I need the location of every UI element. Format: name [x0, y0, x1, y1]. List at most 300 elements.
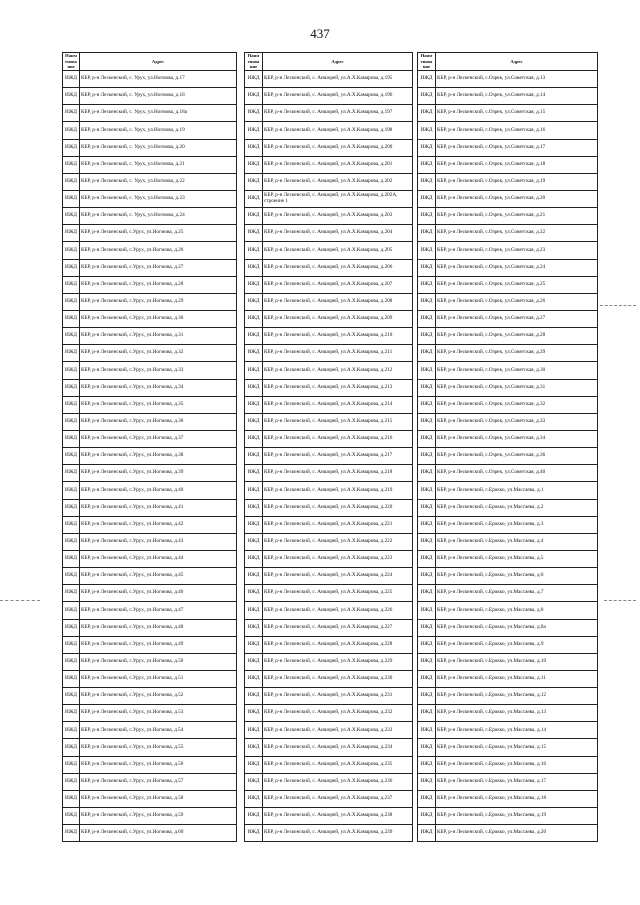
- address-cell: КБР, р-н Лескенский, с.Ерокко, ул.Массаева, д.1: [436, 482, 598, 499]
- object-type-cell: ИЖД: [245, 688, 263, 705]
- object-type-cell: ИЖД: [245, 722, 263, 739]
- address-cell: КБР, р-н Лескенский, с.Ерокко, ул.Массаева, д.7: [436, 585, 598, 602]
- table-row: [63, 756, 237, 773]
- address-cell: КБР, р-н Лескенский, с. Аншорей, ул.А.Х.Камарова, д.202А, строение 1: [263, 190, 413, 207]
- address-cell: КБР, р-н Лескенский, с.Озрек, ул.Советская, д.17: [436, 139, 598, 156]
- object-type-cell: ИЖД: [245, 636, 263, 653]
- table-row: [418, 276, 598, 293]
- object-type-cell: ИЖД: [245, 825, 263, 842]
- object-type-cell: ИЖД: [418, 722, 436, 739]
- address-cell: КБР, р-н Лескенский, с. Урух, ул.Ногмова, д.20: [80, 139, 237, 156]
- object-type-cell: ИЖД: [63, 225, 80, 242]
- object-type-cell: ИЖД: [245, 293, 263, 310]
- table-row: [63, 499, 237, 516]
- object-type-cell: ИЖД: [63, 259, 80, 276]
- address-cell: КБР, р-н Лескенский, с.Урух, ул.Ногмова, д.27: [80, 259, 237, 276]
- object-type-cell: ИЖД: [245, 448, 263, 465]
- object-type-cell: ИЖД: [418, 705, 436, 722]
- table-row: [63, 653, 237, 670]
- object-type-cell: ИЖД: [63, 173, 80, 190]
- object-type-cell: ИЖД: [63, 773, 80, 790]
- object-type-cell: ИЖД: [245, 396, 263, 413]
- table-row: [418, 499, 598, 516]
- table-row: [245, 259, 413, 276]
- table-row: [245, 413, 413, 430]
- address-cell: КБР, р-н Лескенский, с.Ерокко, ул.Массаева, д.19: [436, 808, 598, 825]
- address-cell: КБР, р-н Лескенский, с.Урух, ул.Ногмова, д.29: [80, 293, 237, 310]
- table-row: [418, 310, 598, 327]
- table-row: [245, 790, 413, 807]
- table-row: [418, 225, 598, 242]
- table-row: [245, 602, 413, 619]
- address-cell: КБР, р-н Лескенский, с.Ерокко, ул.Массаева, д.5: [436, 550, 598, 567]
- table-row: [418, 756, 598, 773]
- address-cell: КБР, р-н Лескенский, с. Аншорей, ул.А.Х.Камарова, д.216: [263, 430, 413, 447]
- address-cell: КБР, р-н Лескенский, с.Урух, ул.Ногмова, д.40: [80, 482, 237, 499]
- object-type-cell: ИЖД: [245, 190, 263, 207]
- table-row: [418, 413, 598, 430]
- table-row: [245, 105, 413, 122]
- table-row: [245, 448, 413, 465]
- object-type-cell: ИЖД: [418, 739, 436, 756]
- address-cell: КБР, р-н Лескенский, с. Аншорей, ул.А.Х.Камарова, д.238: [263, 808, 413, 825]
- table-row: [63, 276, 237, 293]
- address-cell: КБР, р-н Лескенский, с.Урух, ул.Ногмова, д.35: [80, 396, 237, 413]
- table-row: [245, 756, 413, 773]
- address-cell: КБР, р-н Лескенский, с. Аншорей, ул.А.Х.Камарова, д.219: [263, 482, 413, 499]
- address-cell: КБР, р-н Лескенский, с. Аншорей, ул.А.Х.Камарова, д.205: [263, 242, 413, 259]
- address-cell: КБР, р-н Лескенский, с. Аншорей, ул.А.Х.Камарова, д.230: [263, 670, 413, 687]
- object-type-cell: ИЖД: [63, 362, 80, 379]
- object-type-cell: ИЖД: [418, 413, 436, 430]
- address-cell: КБР, р-н Лескенский, с. Аншорей, ул.А.Х.Камарова, д.203: [263, 208, 413, 225]
- table-row: [63, 722, 237, 739]
- table-row: [418, 242, 598, 259]
- address-cell: КБР, р-н Лескенский, с.Урух, ул.Ногмова, д.41: [80, 499, 237, 516]
- address-cell: КБР, р-н Лескенский, с. Аншорей, ул.А.Х.Камарова, д.213: [263, 379, 413, 396]
- address-cell: КБР, р-н Лескенский, с.Ерокко, ул.Массаева, д.15: [436, 739, 598, 756]
- table-row: [418, 379, 598, 396]
- address-cell: КБР, р-н Лескенский, с. Урух, ул.Ногмова, д.23: [80, 190, 237, 207]
- address-cell: КБР, р-н Лескенский, с.Озрек, ул.Советская, д.22: [436, 225, 598, 242]
- address-cell: КБР, р-н Лескенский, с.Озрек, ул.Советская, д.27: [436, 310, 598, 327]
- address-cell: КБР, р-н Лескенский, с.Урух, ул.Ногмова, д.37: [80, 430, 237, 447]
- table-row: [63, 516, 237, 533]
- address-cell: КБР, р-н Лескенский, с. Аншорей, ул.А.Х.Камарова, д.210: [263, 328, 413, 345]
- address-cell: КБР, р-н Лескенский, с.Урух, ул.Ногмова, д.58: [80, 790, 237, 807]
- address-cell: КБР, р-н Лескенский, с.Ерокко, ул.Массаева, д.6: [436, 568, 598, 585]
- table-row: [63, 88, 237, 105]
- address-cell: КБР, р-н Лескенский, с.Ерокко, ул.Массаева, д.4: [436, 533, 598, 550]
- address-cell: КБР, р-н Лескенский, с.Ерокко, ул.Массаева, д.17: [436, 773, 598, 790]
- address-cell: КБР, р-н Лескенский, с.Озрек, ул.Советская, д.14: [436, 88, 598, 105]
- object-type-cell: ИЖД: [63, 105, 80, 122]
- object-type-cell: ИЖД: [63, 670, 80, 687]
- table-row: [63, 190, 237, 207]
- address-cell: КБР, р-н Лескенский, с. Аншорей, ул.А.Х.Камарова, д.231: [263, 688, 413, 705]
- object-type-cell: ИЖД: [418, 225, 436, 242]
- table-row: [63, 619, 237, 636]
- table-row: [63, 568, 237, 585]
- address-cell: КБР, р-н Лескенский, с. Аншорей, ул.А.Х.Камарова, д.220: [263, 499, 413, 516]
- table-row: [418, 122, 598, 139]
- object-type-cell: ИЖД: [245, 619, 263, 636]
- object-type-cell: ИЖД: [418, 122, 436, 139]
- object-type-cell: ИЖД: [418, 585, 436, 602]
- column-header-address: Адрес: [436, 53, 598, 71]
- object-type-cell: ИЖД: [418, 448, 436, 465]
- address-cell: КБР, р-н Лескенский, с. Аншорей, ул.А.Х.Камарова, д.195: [263, 71, 413, 88]
- table-row: [245, 276, 413, 293]
- object-type-cell: ИЖД: [418, 533, 436, 550]
- object-type-cell: ИЖД: [418, 482, 436, 499]
- table-row: [245, 293, 413, 310]
- object-type-cell: ИЖД: [63, 619, 80, 636]
- address-cell: КБР, р-н Лескенский, с. Аншорей, ул.А.Х.Камарова, д.196: [263, 88, 413, 105]
- table-row: [418, 790, 598, 807]
- object-type-cell: ИЖД: [418, 396, 436, 413]
- table-row: [63, 396, 237, 413]
- table-row: [63, 345, 237, 362]
- object-type-cell: ИЖД: [245, 516, 263, 533]
- object-type-cell: ИЖД: [63, 190, 80, 207]
- table-row: [418, 688, 598, 705]
- object-type-cell: ИЖД: [418, 568, 436, 585]
- object-type-cell: ИЖД: [418, 139, 436, 156]
- address-cell: КБР, р-н Лескенский, с.Озрек, ул.Советская, д.20: [436, 190, 598, 207]
- column-header-kind: Наим енова ние: [63, 53, 80, 71]
- address-cell: КБР, р-н Лескенский, с. Аншорей, ул.А.Х.Камарова, д.228: [263, 636, 413, 653]
- object-type-cell: ИЖД: [418, 790, 436, 807]
- table-row: [418, 293, 598, 310]
- object-type-cell: ИЖД: [63, 71, 80, 88]
- table-row: [63, 808, 237, 825]
- address-cell: КБР, р-н Лескенский, с. Аншорей, ул.А.Х.Камарова, д.234: [263, 739, 413, 756]
- table-row: [63, 550, 237, 567]
- table-row: [245, 379, 413, 396]
- table-row: [245, 808, 413, 825]
- address-cell: КБР, р-н Лескенский, с.Ерокко, ул.Массаева, д.8а: [436, 619, 598, 636]
- object-type-cell: ИЖД: [418, 293, 436, 310]
- table-row: [245, 190, 413, 207]
- table-row: [63, 122, 237, 139]
- table-row: [245, 139, 413, 156]
- table-row: [418, 208, 598, 225]
- address-cell: КБР, р-н Лескенский, с.Урух, ул.Ногмова, д.25: [80, 225, 237, 242]
- address-cell: КБР, р-н Лескенский, с.Урух, ул.Ногмова, д.51: [80, 670, 237, 687]
- object-type-cell: ИЖД: [418, 276, 436, 293]
- address-cell: КБР, р-н Лескенский, с.Урух, ул.Ногмова, д.49: [80, 636, 237, 653]
- address-cell: КБР, р-н Лескенский, с.Озрек, ул.Советская, д.30: [436, 362, 598, 379]
- table-row: [245, 653, 413, 670]
- address-cell: КБР, р-н Лескенский, с.Ерокко, ул.Массаева, д.11: [436, 670, 598, 687]
- address-cell: КБР, р-н Лескенский, с. Аншорей, ул.А.Х.Камарова, д.207: [263, 276, 413, 293]
- address-cell: КБР, р-н Лескенский, с.Урух, ул.Ногмова, д.44: [80, 550, 237, 567]
- object-type-cell: ИЖД: [63, 516, 80, 533]
- object-type-cell: ИЖД: [245, 139, 263, 156]
- object-type-cell: ИЖД: [418, 362, 436, 379]
- table-row: [245, 362, 413, 379]
- address-cell: КБР, р-н Лескенский, с. Аншорей, ул.А.Х.Камарова, д.225: [263, 585, 413, 602]
- address-cell: КБР, р-н Лескенский, с. Урух, ул.Ногмова, д.18а: [80, 105, 237, 122]
- table-row: [418, 773, 598, 790]
- table-row: [245, 722, 413, 739]
- object-type-cell: ИЖД: [245, 259, 263, 276]
- address-cell: КБР, р-н Лескенский, с.Урух, ул.Ногмова, д.31: [80, 328, 237, 345]
- table-row: [245, 71, 413, 88]
- object-type-cell: ИЖД: [63, 705, 80, 722]
- table-row: [63, 259, 237, 276]
- table-row: [418, 722, 598, 739]
- object-type-cell: ИЖД: [418, 173, 436, 190]
- table-row: [418, 139, 598, 156]
- address-cell: КБР, р-н Лескенский, с. Аншорей, ул.А.Х.Камарова, д.197: [263, 105, 413, 122]
- table-row: [245, 516, 413, 533]
- table-row: [245, 739, 413, 756]
- object-type-cell: ИЖД: [63, 88, 80, 105]
- address-cell: КБР, р-н Лескенский, с. Аншорей, ул.А.Х.Камарова, д.218: [263, 465, 413, 482]
- table-row: [245, 533, 413, 550]
- object-type-cell: ИЖД: [418, 190, 436, 207]
- table-row: [245, 550, 413, 567]
- table-row: [245, 465, 413, 482]
- address-cell: КБР, р-н Лескенский, с. Аншорей, ул.А.Х.Камарова, д.239: [263, 825, 413, 842]
- address-cell: КБР, р-н Лескенский, с.Озрек, ул.Советская, д.25: [436, 276, 598, 293]
- object-type-cell: ИЖД: [63, 533, 80, 550]
- table-row: [245, 670, 413, 687]
- address-cell: КБР, р-н Лескенский, с.Урух, ул.Ногмова, д.59: [80, 808, 237, 825]
- table-row: [245, 396, 413, 413]
- address-cell: КБР, р-н Лескенский, с. Аншорей, ул.А.Х.Камарова, д.222: [263, 533, 413, 550]
- address-cell: КБР, р-н Лескенский, с. Аншорей, ул.А.Х.Камарова, д.223: [263, 550, 413, 567]
- table-row: [63, 105, 237, 122]
- margin-mark: [600, 305, 636, 306]
- object-type-cell: ИЖД: [418, 465, 436, 482]
- table-row: [245, 619, 413, 636]
- object-type-cell: ИЖД: [245, 790, 263, 807]
- object-type-cell: ИЖД: [245, 482, 263, 499]
- address-cell: КБР, р-н Лескенский, с.Урух, ул.Ногмова, д.26: [80, 242, 237, 259]
- address-cell: КБР, р-н Лескенский, с.Урух, ул.Ногмова, д.47: [80, 602, 237, 619]
- object-type-cell: ИЖД: [418, 773, 436, 790]
- table-row: [63, 739, 237, 756]
- table-row: [418, 550, 598, 567]
- object-type-cell: ИЖД: [245, 568, 263, 585]
- table-row: [418, 739, 598, 756]
- object-type-cell: ИЖД: [418, 379, 436, 396]
- address-cell: КБР, р-н Лескенский, с.Озрек, ул.Советская, д.23: [436, 242, 598, 259]
- address-cell: КБР, р-н Лескенский, с.Озрек, ул.Советская, д.16: [436, 122, 598, 139]
- object-type-cell: ИЖД: [418, 756, 436, 773]
- object-type-cell: ИЖД: [63, 756, 80, 773]
- address-cell: КБР, р-н Лескенский, с.Урух, ул.Ногмова, д.42: [80, 516, 237, 533]
- object-type-cell: ИЖД: [245, 550, 263, 567]
- address-cell: КБР, р-н Лескенский, с. Урух, ул.Ногмова, д.19: [80, 122, 237, 139]
- table-row: [245, 225, 413, 242]
- table-row: [245, 705, 413, 722]
- address-cell: КБР, р-н Лескенский, с. Аншорей, ул.А.Х.Камарова, д.204: [263, 225, 413, 242]
- object-type-cell: ИЖД: [63, 448, 80, 465]
- address-cell: КБР, р-н Лескенский, с. Аншорей, ул.А.Х.Камарова, д.232: [263, 705, 413, 722]
- table-row: [63, 773, 237, 790]
- address-cell: КБР, р-н Лескенский, с. Аншорей, ул.А.Х.Камарова, д.227: [263, 619, 413, 636]
- address-cell: КБР, р-н Лескенский, с. Урух, ул.Ногмова, д.18: [80, 88, 237, 105]
- table-row: [418, 396, 598, 413]
- table-row: [245, 122, 413, 139]
- table-row: [63, 533, 237, 550]
- object-type-cell: ИЖД: [245, 705, 263, 722]
- table-row: [418, 482, 598, 499]
- address-cell: КБР, р-н Лескенский, с.Озрек, ул.Советская, д.31: [436, 379, 598, 396]
- address-cell: КБР, р-н Лескенский, с.Озрек, ул.Советская, д.26: [436, 293, 598, 310]
- table-row: [418, 619, 598, 636]
- object-type-cell: ИЖД: [63, 550, 80, 567]
- table-row: [418, 156, 598, 173]
- address-cell: КБР, р-н Лескенский, с. Аншорей, ул.А.Х.Камарова, д.224: [263, 568, 413, 585]
- address-cell: КБР, р-н Лескенский, с.Урух, ул.Ногмова, д.46: [80, 585, 237, 602]
- address-cell: КБР, р-н Лескенский, с.Урух, ул.Ногмова, д.33: [80, 362, 237, 379]
- table-row: [63, 448, 237, 465]
- table-row: [63, 602, 237, 619]
- object-type-cell: ИЖД: [63, 808, 80, 825]
- address-cell: КБР, р-н Лескенский, с.Озрек, ул.Советская, д.29: [436, 345, 598, 362]
- address-cell: КБР, р-н Лескенский, с.Урух, ул.Ногмова, д.30: [80, 310, 237, 327]
- table-row: [418, 568, 598, 585]
- table-row: [245, 585, 413, 602]
- object-type-cell: ИЖД: [245, 242, 263, 259]
- address-cell: КБР, р-н Лескенский, с. Аншорей, ул.А.Х.Камарова, д.202: [263, 173, 413, 190]
- table-row: [63, 790, 237, 807]
- column-header-kind: Наим енова ние: [418, 53, 436, 71]
- table-row: [63, 379, 237, 396]
- object-type-cell: ИЖД: [245, 276, 263, 293]
- object-type-cell: ИЖД: [63, 722, 80, 739]
- object-type-cell: ИЖД: [245, 465, 263, 482]
- object-type-cell: ИЖД: [63, 413, 80, 430]
- object-type-cell: ИЖД: [245, 670, 263, 687]
- address-cell: КБР, р-н Лескенский, с. Урух, ул.Ногмова, д.21: [80, 156, 237, 173]
- object-type-cell: ИЖД: [245, 105, 263, 122]
- address-cell: КБР, р-н Лескенский, с.Урух, ул.Ногмова, д.55: [80, 739, 237, 756]
- table-row: [63, 705, 237, 722]
- table-row: [418, 328, 598, 345]
- address-cell: КБР, р-н Лескенский, с. Аншорей, ул.А.Х.Камарова, д.214: [263, 396, 413, 413]
- address-cell: КБР, р-н Лескенский, с.Озрек, ул.Советская, д.34: [436, 430, 598, 447]
- address-cell: КБР, р-н Лескенский, с.Озрек, ул.Советская, д.36: [436, 448, 598, 465]
- address-cell: КБР, р-н Лескенский, с.Ерокко, ул.Массаева, д.9: [436, 636, 598, 653]
- object-type-cell: ИЖД: [245, 208, 263, 225]
- object-type-cell: ИЖД: [63, 242, 80, 259]
- table-row: [418, 808, 598, 825]
- table-row: [418, 105, 598, 122]
- table-row: [418, 516, 598, 533]
- object-type-cell: ИЖД: [418, 636, 436, 653]
- object-type-cell: ИЖД: [63, 396, 80, 413]
- object-type-cell: ИЖД: [418, 688, 436, 705]
- address-cell: КБР, р-н Лескенский, с.Озрек, ул.Советская, д.33: [436, 413, 598, 430]
- object-type-cell: ИЖД: [418, 156, 436, 173]
- registry-table-right: [417, 52, 598, 842]
- object-type-cell: ИЖД: [63, 688, 80, 705]
- address-cell: КБР, р-н Лескенский, с. Аншорей, ул.А.Х.Камарова, д.217: [263, 448, 413, 465]
- object-type-cell: ИЖД: [63, 345, 80, 362]
- table-row: [418, 259, 598, 276]
- table-row: [418, 88, 598, 105]
- address-cell: КБР, р-н Лескенский, с.Ерокко, ул.Массаева, д.13: [436, 705, 598, 722]
- address-cell: КБР, р-н Лескенский, с.Урух, ул.Ногмова, д.52: [80, 688, 237, 705]
- object-type-cell: ИЖД: [245, 808, 263, 825]
- object-type-cell: ИЖД: [245, 328, 263, 345]
- object-type-cell: ИЖД: [418, 808, 436, 825]
- address-cell: КБР, р-н Лескенский, с. Аншорей, ул.А.Х.Камарова, д.208: [263, 293, 413, 310]
- table-row: [63, 430, 237, 447]
- address-cell: КБР, р-н Лескенский, с.Озрек, ул.Советская, д.28: [436, 328, 598, 345]
- address-cell: КБР, р-н Лескенский, с. Аншорей, ул.А.Х.Камарова, д.235: [263, 756, 413, 773]
- table-row: [418, 533, 598, 550]
- object-type-cell: ИЖД: [418, 328, 436, 345]
- table-row: [245, 688, 413, 705]
- address-cell: КБР, р-н Лескенский, с.Урух, ул.Ногмова, д.56: [80, 756, 237, 773]
- page-number: 437: [310, 26, 330, 41]
- object-type-cell: ИЖД: [418, 653, 436, 670]
- object-type-cell: ИЖД: [63, 293, 80, 310]
- object-type-cell: ИЖД: [418, 619, 436, 636]
- object-type-cell: ИЖД: [418, 71, 436, 88]
- address-cell: КБР, р-н Лескенский, с.Ерокко, ул.Массаева, д.3: [436, 516, 598, 533]
- address-cell: КБР, р-н Лескенский, с.Урух, ул.Ногмова, д.54: [80, 722, 237, 739]
- table-row: [245, 208, 413, 225]
- address-cell: КБР, р-н Лескенский, с. Аншорей, ул.А.Х.Камарова, д.212: [263, 362, 413, 379]
- address-cell: КБР, р-н Лескенский, с. Аншорей, ул.А.Х.Камарова, д.211: [263, 345, 413, 362]
- address-cell: КБР, р-н Лескенский, с.Озрек, ул.Советская, д.19: [436, 173, 598, 190]
- table-row: [63, 310, 237, 327]
- column-header-address: Адрес: [263, 53, 413, 71]
- address-cell: КБР, р-н Лескенский, с. Урух, ул.Ногмова, д.24: [80, 208, 237, 225]
- object-type-cell: ИЖД: [63, 139, 80, 156]
- object-type-cell: ИЖД: [63, 430, 80, 447]
- table-row: [418, 705, 598, 722]
- address-cell: КБР, р-н Лескенский, с. Урух, ул.Ногмова, д.22: [80, 173, 237, 190]
- object-type-cell: ИЖД: [245, 122, 263, 139]
- object-type-cell: ИЖД: [245, 379, 263, 396]
- object-type-cell: ИЖД: [245, 71, 263, 88]
- object-type-cell: ИЖД: [418, 88, 436, 105]
- table-row: [63, 636, 237, 653]
- table-row: [63, 362, 237, 379]
- object-type-cell: ИЖД: [63, 482, 80, 499]
- object-type-cell: ИЖД: [63, 379, 80, 396]
- address-cell: КБР, р-н Лескенский, с.Урух, ул.Ногмова, д.34: [80, 379, 237, 396]
- address-cell: КБР, р-н Лескенский, с.Ерокко, ул.Массаева, д.8: [436, 602, 598, 619]
- address-cell: КБР, р-н Лескенский, с.Ерокко, ул.Массаева, д.2: [436, 499, 598, 516]
- object-type-cell: ИЖД: [63, 499, 80, 516]
- object-type-cell: ИЖД: [63, 653, 80, 670]
- address-cell: КБР, р-н Лескенский, с.Урух, ул.Ногмова, д.57: [80, 773, 237, 790]
- object-type-cell: ИЖД: [63, 585, 80, 602]
- table-row: [245, 242, 413, 259]
- table-row: [245, 328, 413, 345]
- object-type-cell: ИЖД: [63, 310, 80, 327]
- object-type-cell: ИЖД: [245, 88, 263, 105]
- table-row: [418, 71, 598, 88]
- object-type-cell: ИЖД: [63, 122, 80, 139]
- object-type-cell: ИЖД: [63, 276, 80, 293]
- table-row: [63, 585, 237, 602]
- object-type-cell: ИЖД: [418, 516, 436, 533]
- table-row: [63, 825, 237, 842]
- table-row: [245, 430, 413, 447]
- table-row: [63, 225, 237, 242]
